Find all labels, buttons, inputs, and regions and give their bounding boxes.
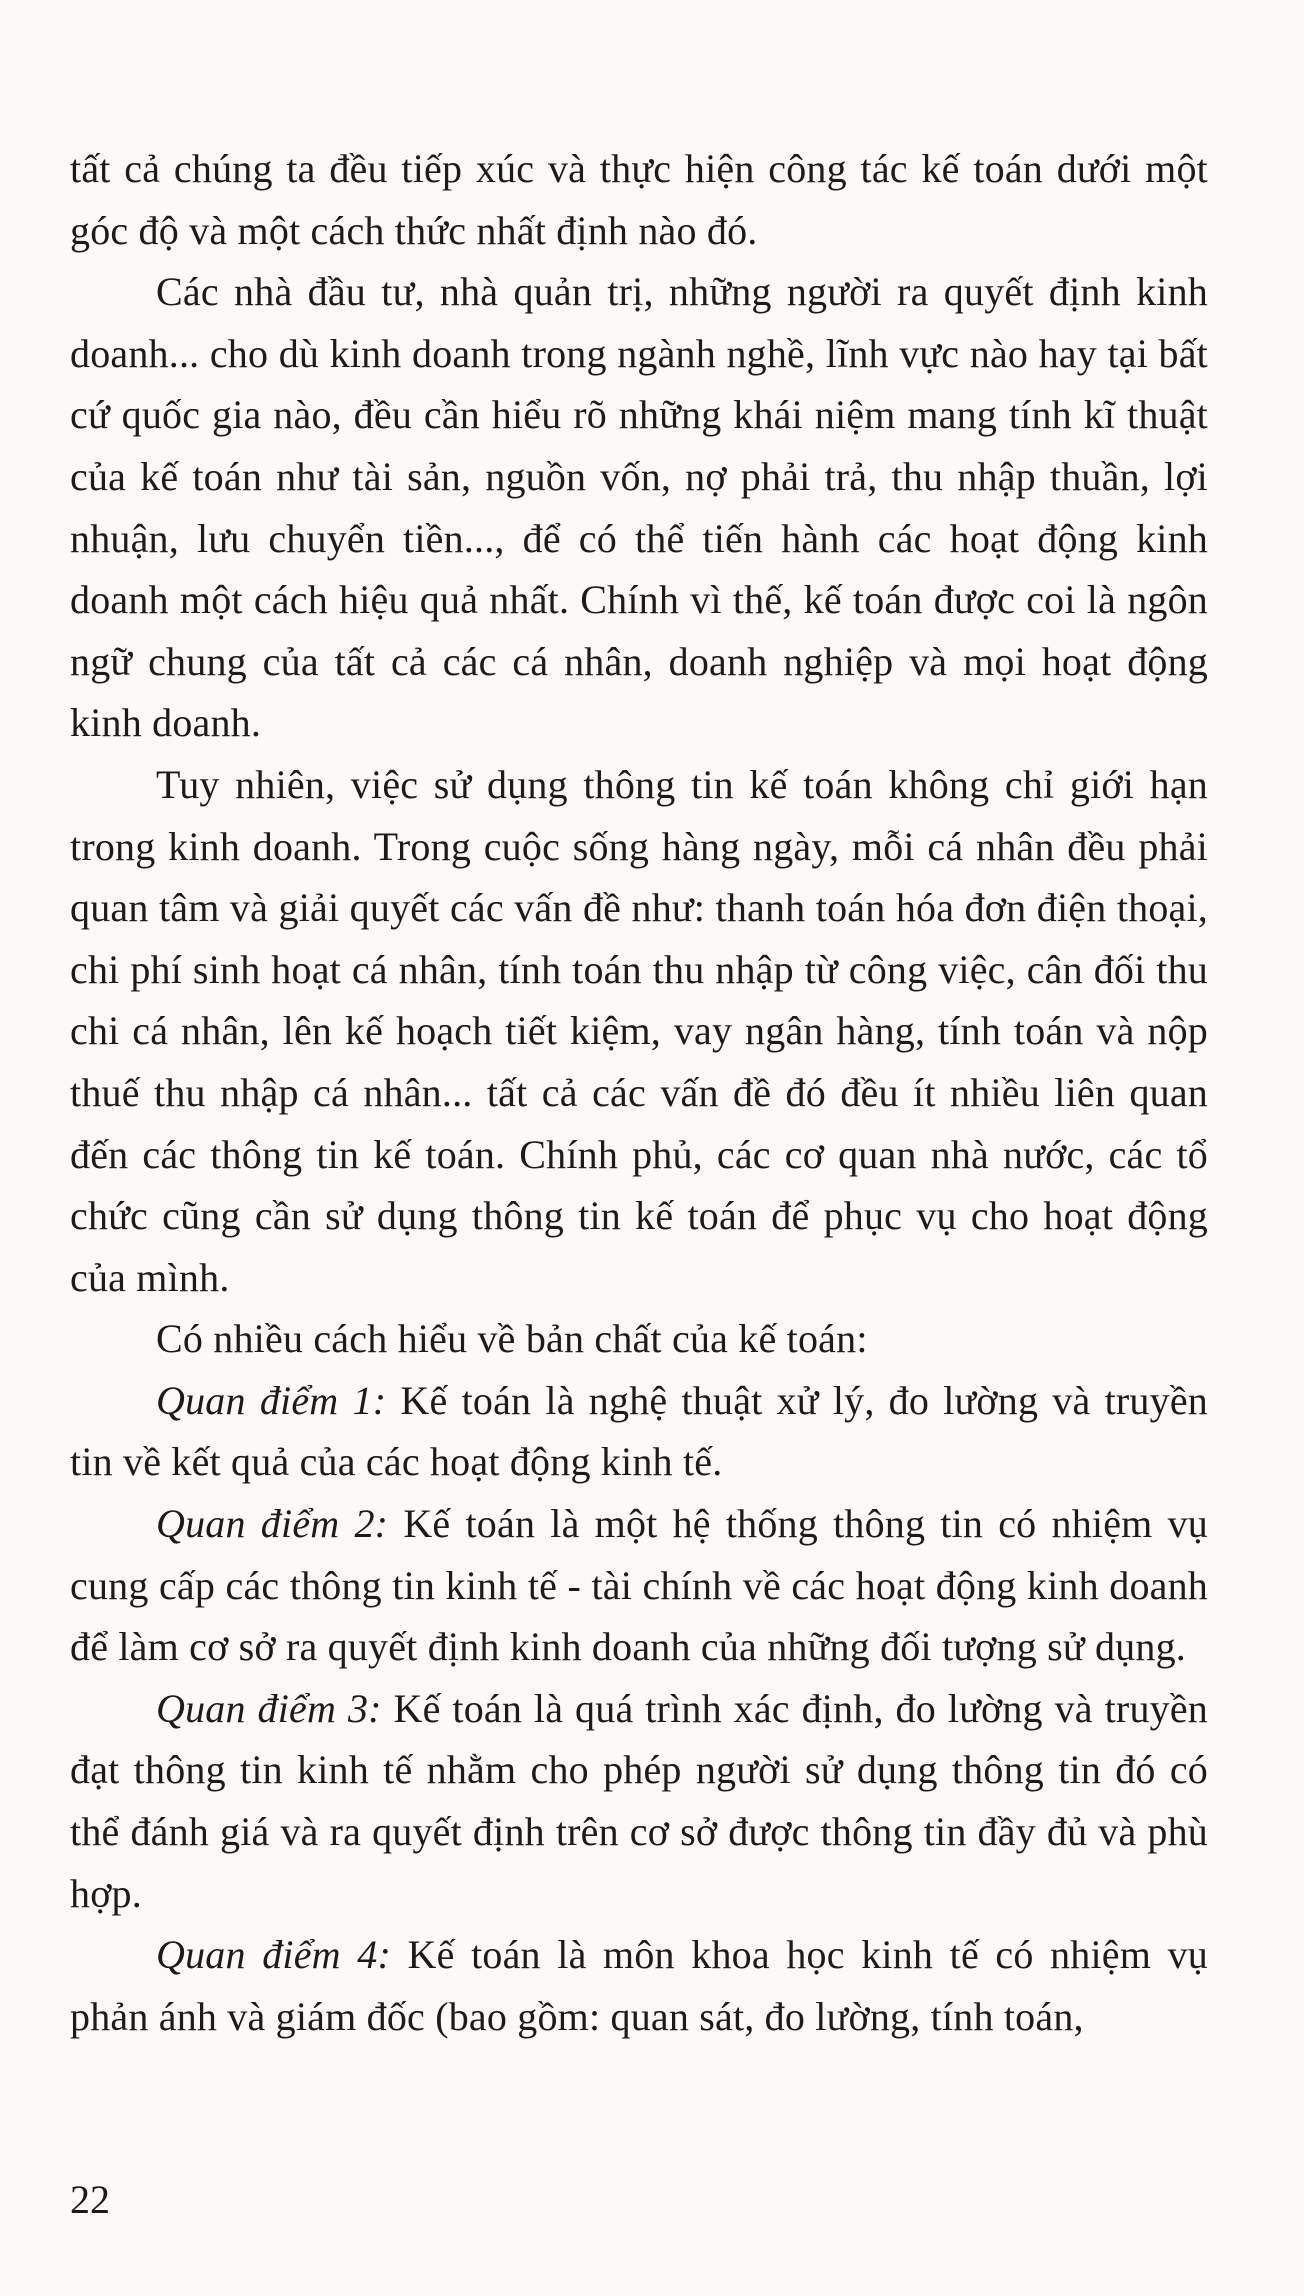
viewpoint-label: Quan điểm 2: — [156, 1501, 389, 1547]
viewpoint-label: Quan điểm 3: — [156, 1685, 382, 1731]
viewpoint-text: Kế toán là môn khoa học kinh tế có nhiệm vụ phản ánh và giám đốc (bao gồm: quan sát, đo lường, tính toán, — [70, 1932, 1208, 2039]
paragraph-daily-life: Tuy nhiên, việc sử dụng thông tin kế toán không chỉ giới hạn trong kinh doanh. Trong cuộc sống hàng ngày, mỗi cá nhân đều phải quan tâm và giải quyết các vấn đề như: thanh toán hóa đơn điện thoại, chi phí sinh hoạt cá nhân, tính toán thu nhập từ công việc, cân đối thu chi cá nhân, lên kế hoạch tiết kiệm, vay ngân hàng, tính toán và nộp thuế thu nhập cá nhân... tất cả các vấn đề đó đều ít nhiều liên quan đến các thông tin kế toán. Chính phủ, các cơ quan nhà nước, các tổ chức cũng cần sử dụng thông tin kế toán để phục vụ cho hoạt động của mình. — [70, 761, 1208, 1300]
page-number: 22 — [70, 2177, 110, 2222]
paragraph-investors: Các nhà đầu tư, nhà quản trị, những người ra quyết định kinh doanh... cho dù kinh doanh trong ngành nghề, lĩnh vực nào hay tại bất cứ quốc gia nào, đều cần hiểu rõ những khái niệm mang tính kĩ thuật của kế toán như tài sản, nguồn vốn, nợ phải trả, thu nhập thuần, lợi nhuận, lưu chuyển tiền..., để có thể tiến hành các hoạt động kinh doanh một cách hiệu quả nhất. Chính vì thế, kế toán được coi là ngôn ngữ chung của tất cả các cá nhân, doanh nghiệp và mọi hoạt động kinh doanh. — [70, 269, 1208, 746]
viewpoint-3 — [70, 1678, 1208, 1924]
viewpoint-label: Quan điểm 4: — [156, 1932, 391, 1978]
paragraph-definitions-intro: Có nhiều cách hiểu về bản chất của kế toán: — [156, 1316, 868, 1362]
viewpoint-1 — [70, 1370, 1208, 1493]
viewpoint-text: Kế toán là quá trình xác định, đo lường và truyền đạt thông tin kinh tế nhằm cho phép người sử dụng thông tin đó có thể đánh giá và ra quyết định trên cơ sở được thông tin đầy đủ và phù hợp. — [70, 1685, 1208, 1916]
viewpoint-2 — [70, 1493, 1208, 1678]
body-text — [70, 138, 1208, 2047]
viewpoint-text: Kế toán là một hệ thống thông tin có nhiệm vụ cung cấp các thông tin kinh tế - tài chính về các hoạt động kinh doanh để làm cơ sở ra quyết định kinh doanh của những đối tượng sử dụng. — [70, 1501, 1208, 1670]
viewpoint-label: Quan điểm 1: — [156, 1377, 387, 1423]
viewpoint-4 — [70, 1924, 1208, 2047]
paragraph-continued: tất cả chúng ta đều tiếp xúc và thực hiện công tác kế toán dưới một góc độ và một cách thức nhất định nào đó. — [70, 146, 1208, 253]
viewpoint-text: Kế toán là nghệ thuật xử lý, đo lường và truyền tin về kết quả của các hoạt động kinh tế. — [70, 1377, 1208, 1485]
